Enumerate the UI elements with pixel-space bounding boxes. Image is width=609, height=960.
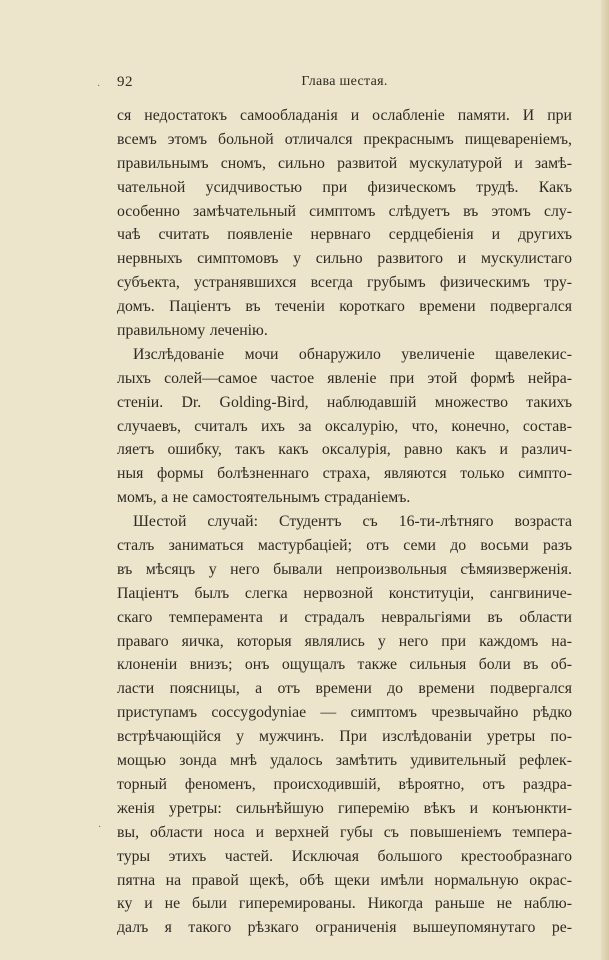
text-line: момъ, а не самостоятельнымъ страданіемъ. (117, 489, 411, 507)
text-line: скаго темперамента и страдалъ невральгіями въ области (117, 608, 572, 626)
page-header (117, 74, 572, 94)
body-text (117, 104, 572, 940)
text-line: ку и не были гиперемированы. Никогда раньше не наблю- (117, 895, 572, 913)
text-line: правильному леченію. (117, 322, 268, 340)
text-line: въ мѣсяцъ у него бывали непроизвольныя сѣмяизверженія. (117, 560, 572, 578)
speck-mark: · (97, 81, 101, 92)
text-line: мощью зонда мнѣ удалось замѣтить удивительный рефлек- (117, 752, 572, 770)
text-line: всемъ этомъ больной отличался прекраснымъ пищевареніемъ, (117, 130, 572, 148)
page-edge-shadow (601, 0, 609, 960)
text-line: пятна на правой щекѣ, обѣ щеки имѣли нормальную окрас- (117, 871, 572, 889)
text-line: лыхъ солей—самое частое явленіе при этой формѣ нейра- (117, 369, 572, 387)
text-line: ласти поясницы, а отъ времени до времени подвергался (117, 680, 572, 698)
text-line: праваго яичка, которыя являлись у него при каждомъ на- (117, 632, 572, 650)
text-line: домъ. Паціентъ въ теченіи короткаго времени подвергался (117, 298, 572, 316)
running-title: Глава шестая. (301, 74, 388, 89)
text-line: чаѣ считать появленіе нервнаго сердцебіенія и другихъ (117, 226, 572, 244)
text-line: торный феноменъ, происходившій, вѣроятно, отъ раздра- (117, 775, 572, 793)
paragraph-first-line: Шестой случай: Студентъ съ 16-ти-лѣтняго возраста (133, 513, 572, 531)
speck-mark: · (98, 822, 102, 833)
text-line: клоненіи внизъ; онъ ощущалъ также сильныя боли въ об- (117, 656, 572, 674)
text-line: субъекта, устранявшихся всегда грубымъ физическимъ тру- (117, 274, 572, 292)
text-line: ныя формы болѣзненнаго страха, являются только симпто- (117, 465, 572, 483)
text-line: чательной усидчивостью при физическомъ трудѣ. Какъ (117, 178, 572, 196)
paragraph-first-line: Изслѣдованіе мочи обнаружило увеличеніе щавелекис- (133, 345, 572, 363)
text-line: встрѣчающійся у мужчинъ. При изслѣдованіи уретры по- (117, 728, 572, 746)
text-line: ся недостатокъ самообладанія и ослабленіе памяти. И при (117, 107, 572, 124)
text-line: сталъ заниматься мастурбаціей; отъ семи до восьми разъ (117, 537, 572, 555)
text-line: приступамъ coccygodyniae — симптомъ чрезвычайно рѣдко (117, 704, 572, 722)
text-line: женія уретры: сильнѣйшую гиперемію вѣкъ и конъюнкти- (117, 799, 572, 817)
text-line: особенно замѣчательный симптомъ слѣдуетъ въ этомъ слу- (117, 202, 572, 220)
text-line: правильнымъ сномъ, сильно развитой мускулатурой и замѣ- (117, 154, 572, 172)
text-line: туры этихъ частей. Исключая большого крестообразнаго (117, 847, 572, 865)
text-line: стеніи. Dr. Golding-Bird, наблюдавшій множество такихъ (117, 393, 572, 411)
text-line: Паціентъ былъ слегка нервозной конституціи, сангвиниче- (117, 584, 572, 602)
text-line: далъ я такого рѣзкаго ограниченія вышеупомянутаго ре- (117, 919, 572, 937)
text-line: ляетъ ошибку, такъ какъ оксалурія, равно какъ и различ- (117, 441, 572, 459)
text-line: нервныхъ симптомовъ у сильно развитого и мускулистаго (117, 250, 572, 268)
page-number: 92 (117, 74, 133, 90)
text-line: вы, области носа и верхней губы съ повышеніемъ темпера- (117, 823, 572, 841)
text-line: случаевъ, считалъ ихъ за оксалурію, что, конечно, состав- (117, 417, 572, 435)
